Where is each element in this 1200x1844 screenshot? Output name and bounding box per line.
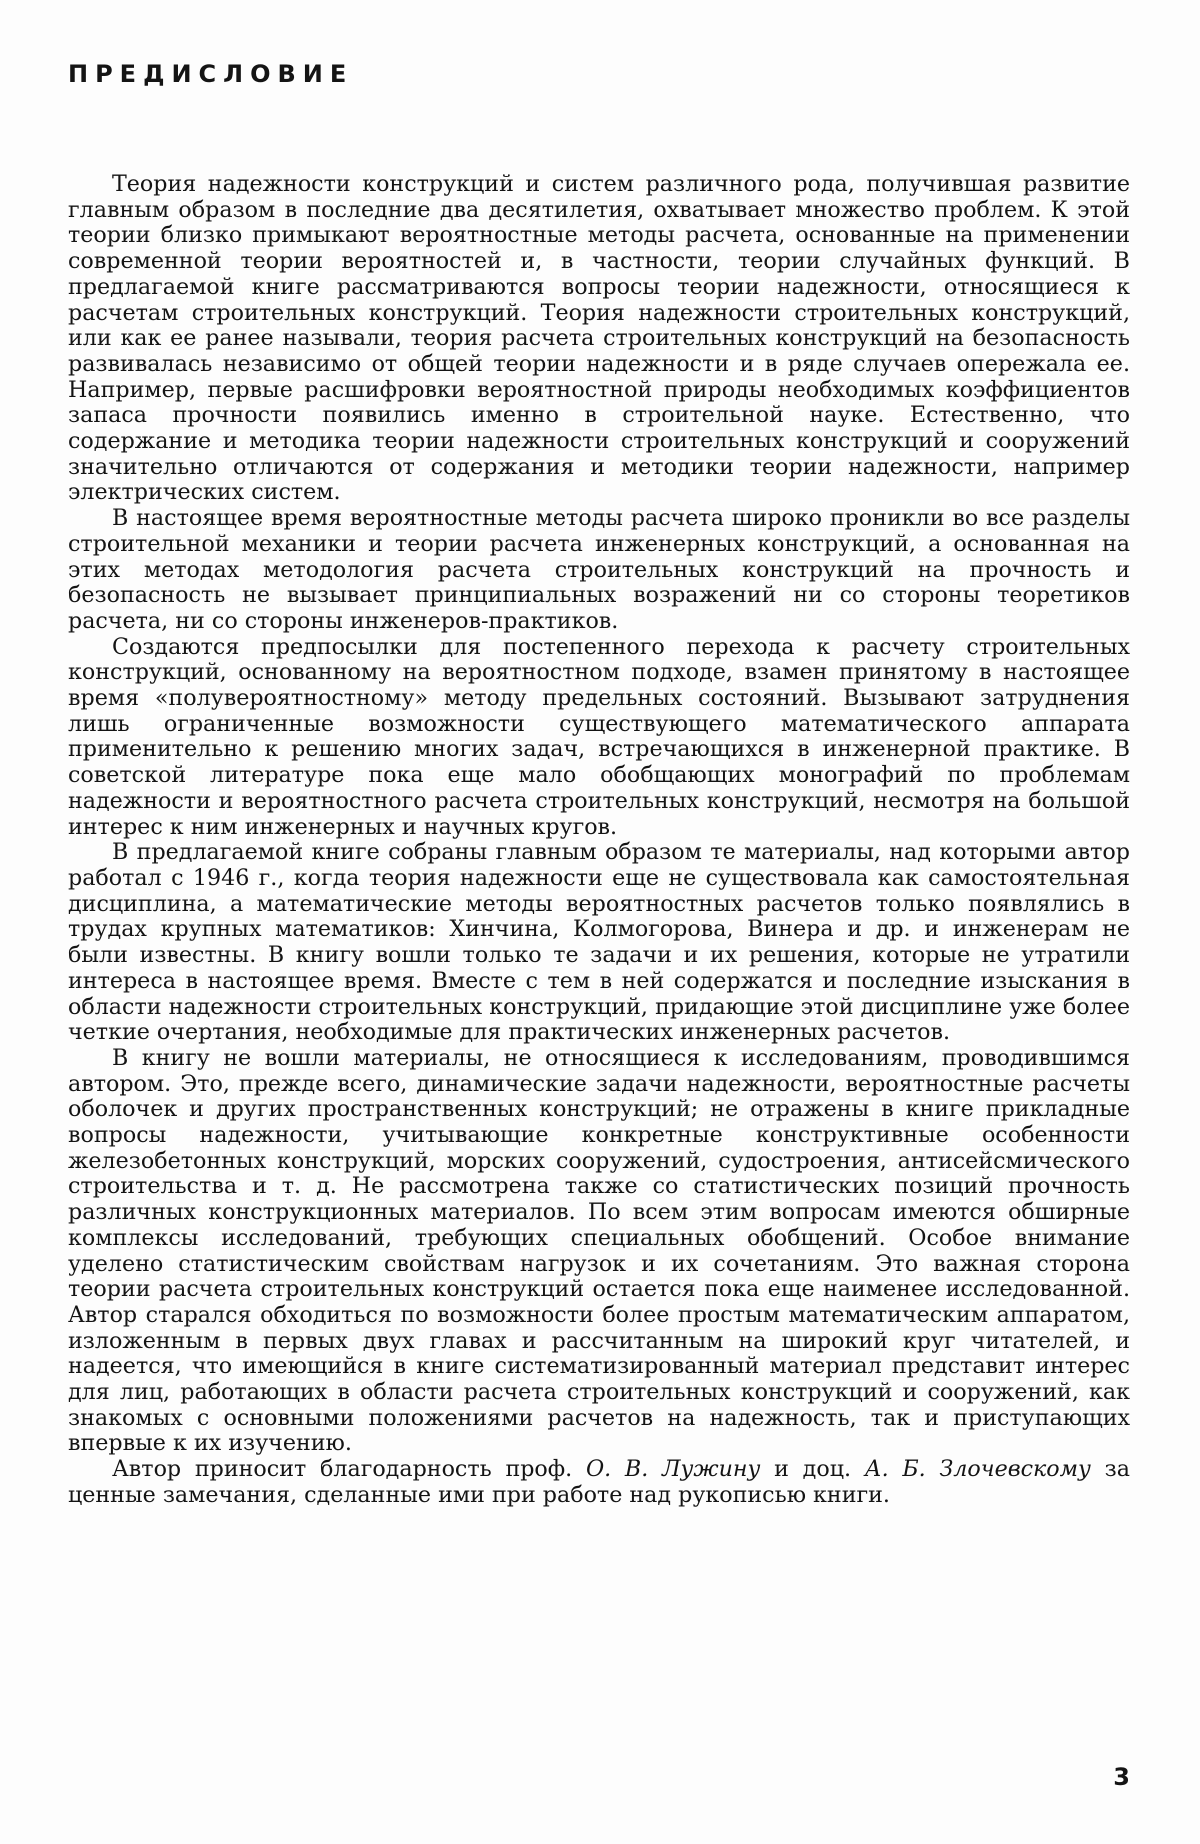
paragraph-5: В книгу не вошли материалы, не относящиеся к исследованиям, проводившимся автором. Это, прежде всего, динамические задачи надежности, вероятностные расчеты оболочек и других пространственных конструкций; не отражены в книге прикладные вопросы надежности, учитывающие конкретные конструктивные особенности железобетонных конструкций, морских сооружений, судостроения, антисейсмического строительства и т. д. Не рассмотрена также со статистических позиций прочность различных конструкционных материалов. По всем этим вопросам имеются обширные комплексы исследований, требующих специальных обобщений. Особое внимание уделено статистическим свойствам нагрузок и их сочетаниям. Это важная сторона теории расчета строительных конструкций остается пока еще наименее исследованной. Автор старался обходиться по возможности более простым математическим аппаратом, изложенным в первых двух главах и рассчитанным на широкий круг читателей, и надеется, что имеющийся в книге систематизированный материал представит интерес для лиц, работающих в области расчета строительных конструкций и сооружений, как знакомых с основными положениями расчетов на надежность, так и приступающих впервые к их изучению. (68, 1044, 1130, 1457)
ack-person-2: А. Б. Злочевскому (864, 1456, 1091, 1483)
ack-text-after: за ценные замечания, сделанные ими при работе над рукописью книги. (68, 1456, 1130, 1508)
paragraph-1: Теория надежности конструкций и систем различного рода, получившая развитие главным образом в последние два десятилетия, охватывает множество проблем. К этой теории близко примыкают вероятностные методы расчета, основанные на применении современной теории вероятностей и, в частности, теории случайных функций. В предлагаемой книге рассматриваются вопросы теории надежности, относящиеся к расчетам строительных конструкций. Теория надежности строительных конструкций, или как ее ранее называли, теория расчета строительных конструкций на безопасность развивалась независимо от общей теории надежности и в ряде случаев опережала ее. Например, первые расшифровки вероятностной природы необходимых коэффициентов запаса прочности появились именно в строительной науке. Естественно, что содержание и методика теории надежности строительных конструкций и сооружений значительно отличаются от содержания и методики теории надежности, например электрических систем. (68, 171, 1130, 506)
paragraph-2: В настоящее время вероятностные методы расчета широко проникли во все разделы строительной механики и теории расчета инженерных конструкций, а основанная на этих методах методология расчета строительных конструкций на прочность и безопасность не вызывает принципиальных возражений ни со стороны теоретиков расчета, ни со стороны инженеров-практиков. (68, 505, 1130, 634)
ack-person-1: О. В. Лужину (585, 1456, 761, 1483)
paragraph-4: В предлагаемой книге собраны главным образом те материалы, над которыми автор работал с 1946 г., когда теория надежности еще не существовала как самостоятельная дисциплина, а математические методы вероятностных расчетов только появлялись в трудах крупных математиков: Хинчина, Колмогорова, Винера и др. и инженерам не были известны. В книгу вошли только те задачи и их решения, которые не утратили интереса в настоящее время. Вместе с тем в ней содержатся и последние изыскания в области надежности строительных конструкций, придающие этой дисциплине уже более четкие очертания, необходимые для практических инженерных расчетов. (68, 839, 1130, 1046)
ack-text-middle: и доц. (760, 1456, 865, 1483)
document-page (68, 0, 1130, 1844)
paragraph-3: Создаются предпосылки для постепенного перехода к расчету строительных конструкций, основанному на вероятностном подходе, взамен принятому в настоящее время «полувероятностному» методу предельных состояний. Вызывают затруднения лишь ограниченные возможности существующего математического аппарата применительно к решению многих задач, встречающихся в инженерной практике. В советской литературе пока еще мало обобщающих монографий по проблемам надежности и вероятностного расчета строительных конструкций, несмотря на большой интерес к ним инженерных и научных кругов. (68, 633, 1130, 840)
preface-body (68, 172, 1130, 1509)
page-title: ПРЕДИСЛОВИЕ (68, 60, 354, 88)
ack-text-before: Автор приносит благодарность проф. (112, 1456, 586, 1483)
acknowledgement-paragraph (68, 1457, 1130, 1508)
page-number: 3 (1113, 1763, 1130, 1791)
